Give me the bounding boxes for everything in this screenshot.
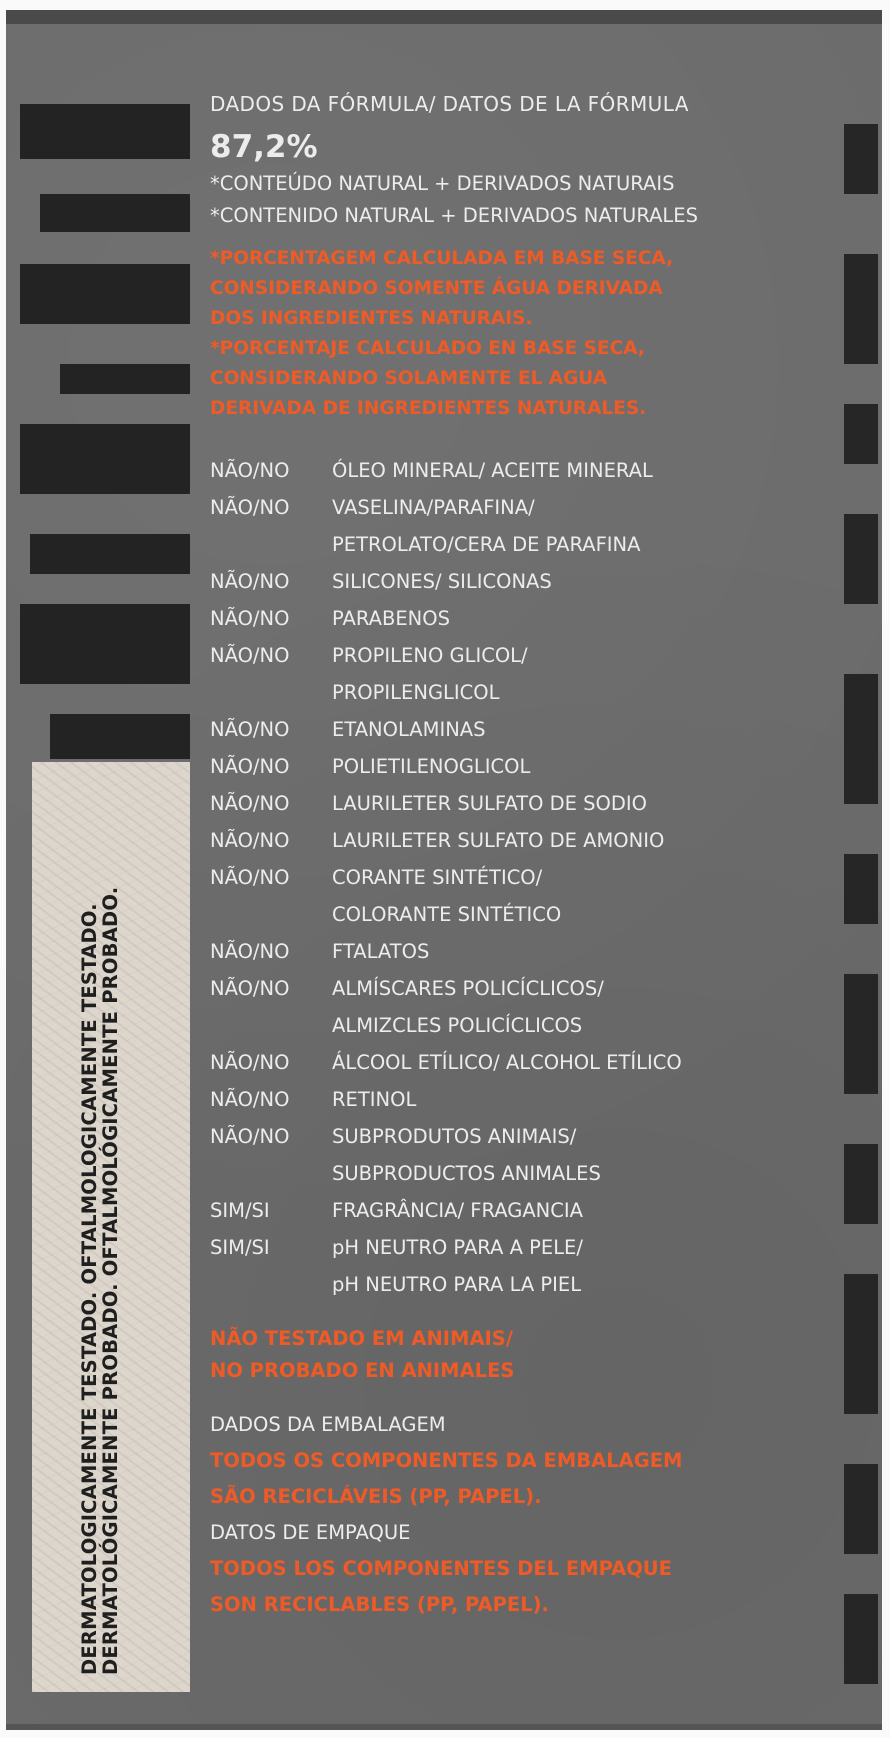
claim-label: SIM/SI: [210, 1199, 270, 1222]
claim-text: [332, 563, 820, 600]
claim-row: [210, 600, 820, 637]
formula-content: [210, 88, 820, 1623]
claim-text-line: SUBPRODUTOS ANIMAIS/: [332, 1125, 577, 1148]
claim-row: [210, 711, 820, 748]
claim-row: [210, 1044, 820, 1081]
claim-row: [210, 785, 820, 822]
claim-text: [332, 1229, 820, 1303]
claim-row: [210, 822, 820, 859]
claim-label: NÃO/NO: [210, 570, 290, 593]
claim-text: [332, 822, 820, 859]
claim-text-line: PARABENOS: [332, 607, 450, 630]
claim-text-line: ALMIZCLES POLICÍCLICOS: [332, 1014, 583, 1037]
note-line: CONSIDERANDO SOMENTE ÁGUA DERIVADA: [210, 278, 663, 299]
claim-text: [332, 489, 820, 563]
claim-text: [332, 452, 820, 489]
claim-text: [332, 933, 820, 970]
claim-row: [210, 489, 820, 563]
claim-text: [332, 1044, 820, 1081]
claim-text: [332, 970, 820, 1044]
not-tested-line: NO PROBADO EN ANIMALES: [210, 1359, 515, 1382]
claim-text-line: LAURILETER SULFATO DE AMONIO: [332, 829, 665, 852]
claim-text-line: ALMÍSCARES POLICÍCLICOS/: [332, 977, 604, 1000]
note-line: *PORCENTAJE CALCULADO EN BASE SECA,: [210, 338, 645, 359]
note-line: DOS INGREDIENTES NATURAIS.: [210, 308, 533, 329]
claim-text: [332, 859, 820, 933]
claim-label: NÃO/NO: [210, 792, 290, 815]
claim-label: NÃO/NO: [210, 1051, 290, 1074]
right-decorative-lettering: [838, 114, 882, 1694]
claim-text-line: FTALATOS: [332, 940, 430, 963]
claim-label: NÃO/NO: [210, 1125, 290, 1148]
claim-text-line: ÁLCOOL ETÍLICO/ ALCOHOL ETÍLICO: [332, 1051, 682, 1074]
claim-text-line: RETINOL: [332, 1088, 417, 1111]
claim-row: [210, 1229, 820, 1303]
claim-row: [210, 970, 820, 1044]
formula-heading: DADOS DA FÓRMULA/ DATOS DE LA FÓRMULA: [210, 92, 689, 116]
packaging-text-pt: SÃO RECICLÁVEIS (PP, PAPEL).: [210, 1485, 542, 1508]
test-claims-line-es: DERMATOLÓGICAMENTE PROBADO. OFTALMOLÓGICAMENTE PROBADO.: [99, 886, 122, 1675]
claim-label: NÃO/NO: [210, 977, 290, 1000]
test-claims-line-pt: DERMATOLOGICAMENTE TESTADO. OFTALMOLOGICAMENTE TESTADO.: [78, 903, 101, 1675]
claim-label: NÃO/NO: [210, 940, 290, 963]
not-tested-line: NÃO TESTADO EM ANIMAIS/: [210, 1327, 513, 1350]
claim-text: [332, 637, 820, 711]
claim-row: [210, 563, 820, 600]
left-decorative-lettering: [20, 64, 190, 804]
claim-row: [210, 637, 820, 711]
note-line: CONSIDERANDO SOLAMENTE EL AGUA: [210, 368, 608, 389]
claim-row: [210, 1081, 820, 1118]
claim-label: NÃO/NO: [210, 1088, 290, 1111]
claim-text-line: pH NEUTRO PARA A PELE/: [332, 1236, 583, 1259]
packaging-text-pt: TODOS OS COMPONENTES DA EMBALAGEM: [210, 1449, 683, 1472]
claim-label: NÃO/NO: [210, 718, 290, 741]
claim-text-line: PROPILENO GLICOL/: [332, 644, 528, 667]
claim-label: NÃO/NO: [210, 755, 290, 778]
packaging-info: [210, 1407, 820, 1623]
claim-label: NÃO/NO: [210, 459, 290, 482]
claim-text-line: PETROLATO/CERA DE PARAFINA: [332, 533, 641, 556]
calculation-note: [210, 244, 820, 424]
claim-row: [210, 452, 820, 489]
note-line: DERIVADA DE INGREDIENTES NATURALES.: [210, 398, 647, 419]
natural-content-es: *CONTENIDO NATURAL + DERIVADOS NATURALES: [210, 204, 698, 227]
claim-text-line: VASELINA/PARAFINA/: [332, 496, 535, 519]
claim-label: SIM/SI: [210, 1236, 270, 1259]
not-tested-on-animals: [210, 1323, 820, 1387]
claim-text-line: FRAGRÂNCIA/ FRAGANCIA: [332, 1199, 583, 1222]
claim-row: [210, 1192, 820, 1229]
claim-text-line: ÓLEO MINERAL/ ACEITE MINERAL: [332, 459, 653, 482]
natural-percentage: 87,2%: [210, 129, 318, 165]
claim-row: [210, 748, 820, 785]
packaging-heading-es: DATOS DE EMPAQUE: [210, 1521, 411, 1544]
claim-text: [332, 600, 820, 637]
free-from-list: [210, 452, 820, 1303]
claim-text: [332, 785, 820, 822]
claim-text-line: SILICONES/ SILICONAS: [332, 570, 552, 593]
claim-text: [332, 748, 820, 785]
packaging-heading-pt: DADOS DA EMBALAGEM: [210, 1413, 446, 1436]
claim-text: [332, 1192, 820, 1229]
claim-text-line: LAURILETER SULFATO DE SODIO: [332, 792, 647, 815]
claim-label: NÃO/NO: [210, 607, 290, 630]
test-claims-text: [79, 755, 121, 1675]
claim-text: [332, 711, 820, 748]
claim-text: [332, 1118, 820, 1192]
note-line: *PORCENTAGEM CALCULADA EM BASE SECA,: [210, 248, 674, 269]
claim-text-line: CORANTE SINTÉTICO/: [332, 866, 543, 889]
claim-label: NÃO/NO: [210, 866, 290, 889]
claim-label: NÃO/NO: [210, 644, 290, 667]
claim-row: [210, 933, 820, 970]
packaging-text-es: TODOS LOS COMPONENTES DEL EMPAQUE: [210, 1557, 672, 1580]
claim-row: [210, 1118, 820, 1192]
claim-text-line: ETANOLAMINAS: [332, 718, 486, 741]
claim-label: NÃO/NO: [210, 829, 290, 852]
natural-content-pt: *CONTEÚDO NATURAL + DERIVADOS NATURAIS: [210, 172, 675, 195]
claim-label: NÃO/NO: [210, 496, 290, 519]
packaging-text-es: SON RECICLABLES (PP, PAPEL).: [210, 1593, 549, 1616]
claim-row: [210, 859, 820, 933]
claim-text: [332, 1081, 820, 1118]
claim-text-line: POLIETILENOGLICOL: [332, 755, 531, 778]
claim-text-line: pH NEUTRO PARA LA PIEL: [332, 1273, 582, 1296]
claim-text-line: SUBPRODUCTOS ANIMALES: [332, 1162, 601, 1185]
claim-text-line: COLORANTE SINTÉTICO: [332, 903, 562, 926]
claim-text-line: PROPILENGLICOL: [332, 681, 500, 704]
